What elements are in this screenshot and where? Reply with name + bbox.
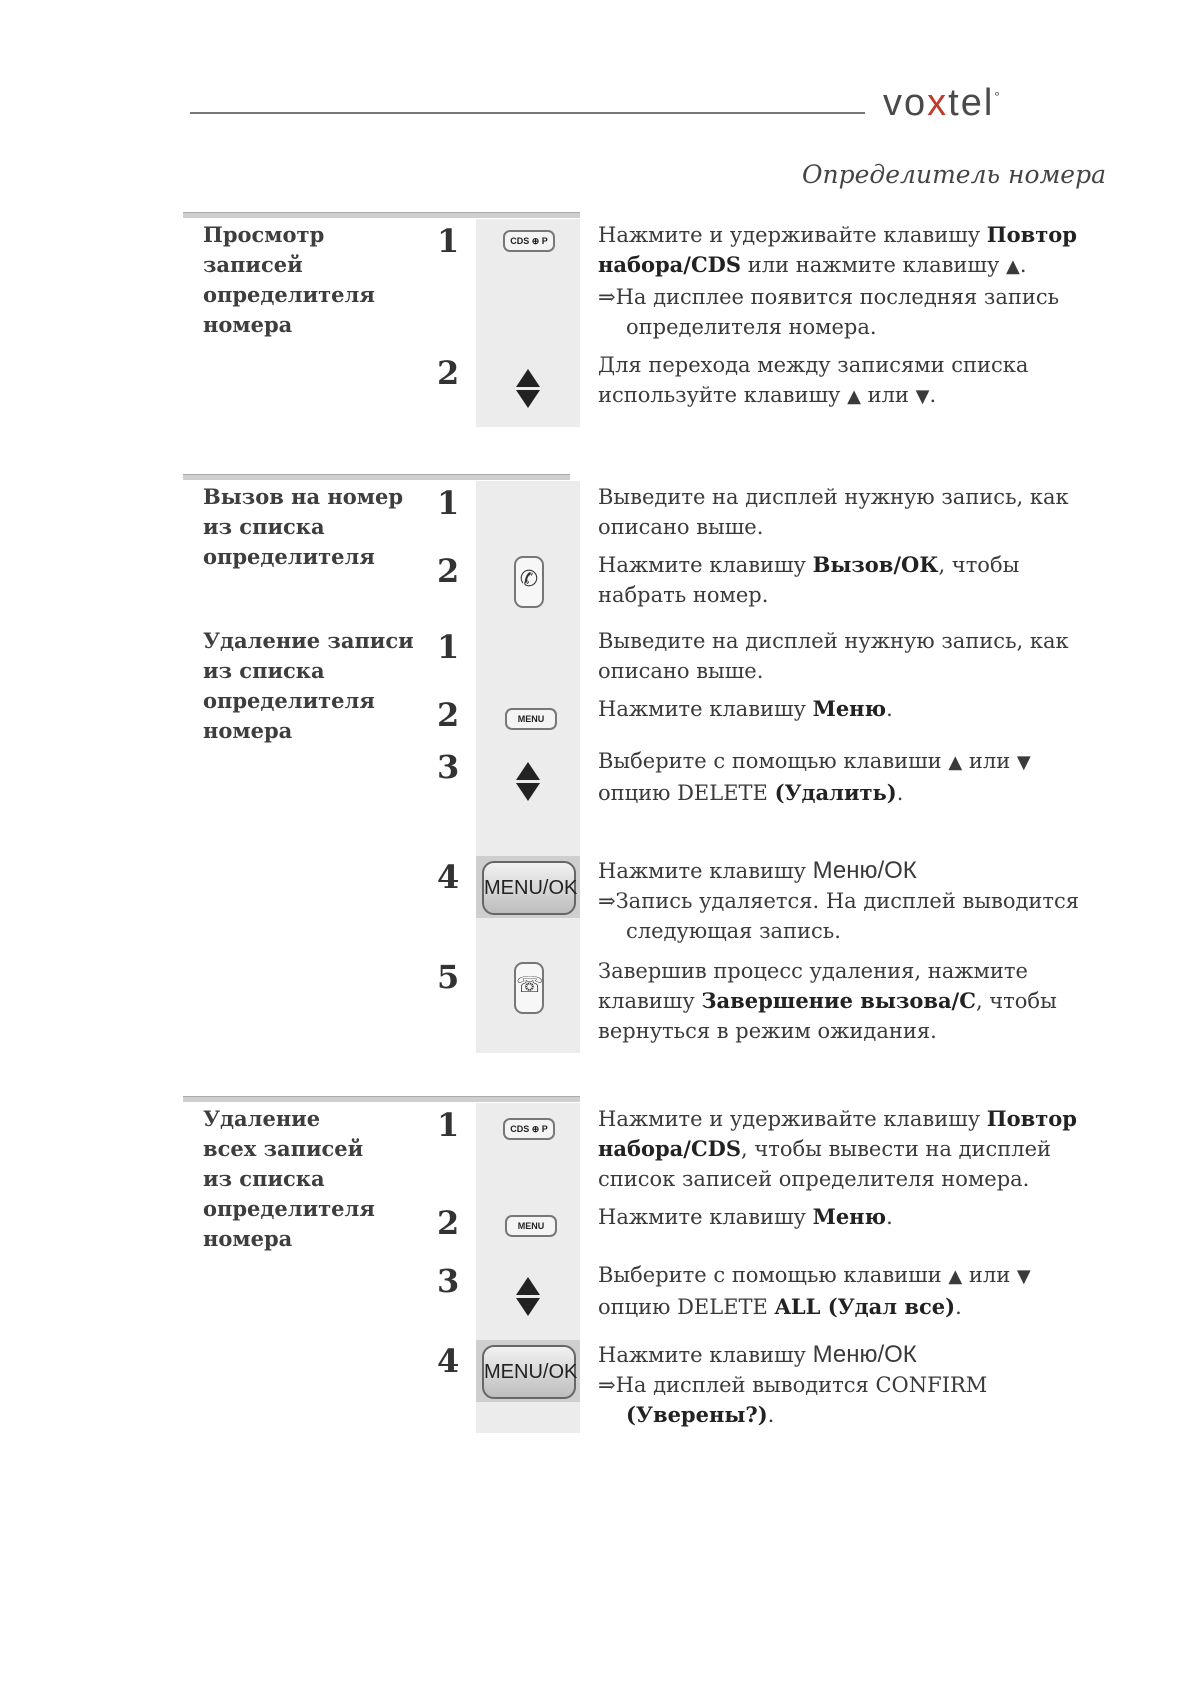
cds-key-icon: CDS ⊕ P [503, 1118, 555, 1140]
step-description: Выберите с помощью клавиши ▲ или ▼ опцию DELETE (Удалить). [598, 749, 1031, 805]
step-description: Нажмите клавишу Меню/ОК ⇒На дисплей выводится CONFIRM (Уверены?). [598, 1341, 988, 1427]
topic-delete-all-entries: Удаление всех записей из списка определителя номера [203, 1106, 375, 1251]
brand-logo: voxtel° [883, 82, 1002, 124]
step-number: 3 [437, 748, 460, 786]
up-down-arrows-icon [513, 1277, 543, 1316]
step-number: 1 [437, 1106, 460, 1144]
page-section-title: Определитель номера [802, 160, 1106, 189]
step-description: Для перехода между записями списка используйте клавишу ▲ или ▼. [598, 353, 1029, 407]
step-number: 2 [437, 354, 460, 392]
step-number: 3 [437, 1262, 460, 1300]
cds-key-icon: CDS ⊕ P [503, 230, 555, 252]
step-number: 1 [437, 222, 460, 260]
step-number: 5 [437, 958, 460, 996]
step-description: Выведите на дисплей нужную запись, как описано выше. [598, 485, 1069, 539]
topic-call-from-caller-id: Вызов на номер из списка определителя [203, 484, 404, 569]
step-number: 4 [437, 1342, 460, 1380]
step-number: 4 [437, 858, 460, 896]
section-divider [183, 474, 570, 480]
step-description: Нажмите клавишу Меню. [598, 696, 893, 721]
topic-view-caller-id-entries: Просмотр записей определителя номера [203, 222, 375, 337]
step-number: 2 [437, 552, 460, 590]
up-down-arrows-icon [513, 369, 543, 408]
step-number: 2 [437, 1204, 460, 1242]
step-description: Нажмите и удерживайте клавишу Повтор набора/CDS или нажмите клавишу ▲. ⇒На дисплее появится последняя запись определителя номера. [598, 222, 1077, 339]
topic-delete-entry: Удаление записи из списка определителя номера [203, 628, 414, 743]
menu-ok-button-icon: MENU/OK [476, 1340, 580, 1402]
step-description: Нажмите клавишу Меню/ОК ⇒Запись удаляется. На дисплей выводится следующая запись. [598, 857, 1080, 943]
step-description: Завершив процесс удаления, нажмите клавишу Завершение вызова/С, чтобы вернуться в режим ожидания. [598, 959, 1057, 1043]
step-number: 1 [437, 628, 460, 666]
step-number: 1 [437, 484, 460, 522]
end-call-key-icon: ☏ [514, 962, 544, 1014]
up-down-arrows-icon [513, 762, 543, 801]
step-description: Нажмите и удерживайте клавишу Повтор набора/CDS, чтобы вывести на дисплей список записей определителя номера. [598, 1106, 1077, 1191]
menu-key-icon: MENU [505, 708, 557, 730]
menu-ok-button-icon: MENU/OK [476, 856, 580, 918]
step-description: Выберите с помощью клавиши ▲ или ▼ опцию DELETE ALL (Удал все). [598, 1263, 1031, 1319]
step-description: Нажмите клавишу Вызов/ОК, чтобы набрать номер. [598, 552, 1020, 607]
header-rule [190, 112, 865, 114]
step-number: 2 [437, 696, 460, 734]
step-description: Выведите на дисплей нужную запись, как описано выше. [598, 629, 1069, 683]
call-ok-key-icon: ✆ [514, 556, 544, 608]
menu-key-icon: MENU [505, 1215, 557, 1237]
section-divider [183, 1096, 580, 1102]
step-description: Нажмите клавишу Меню. [598, 1204, 893, 1229]
section-divider [183, 212, 580, 218]
